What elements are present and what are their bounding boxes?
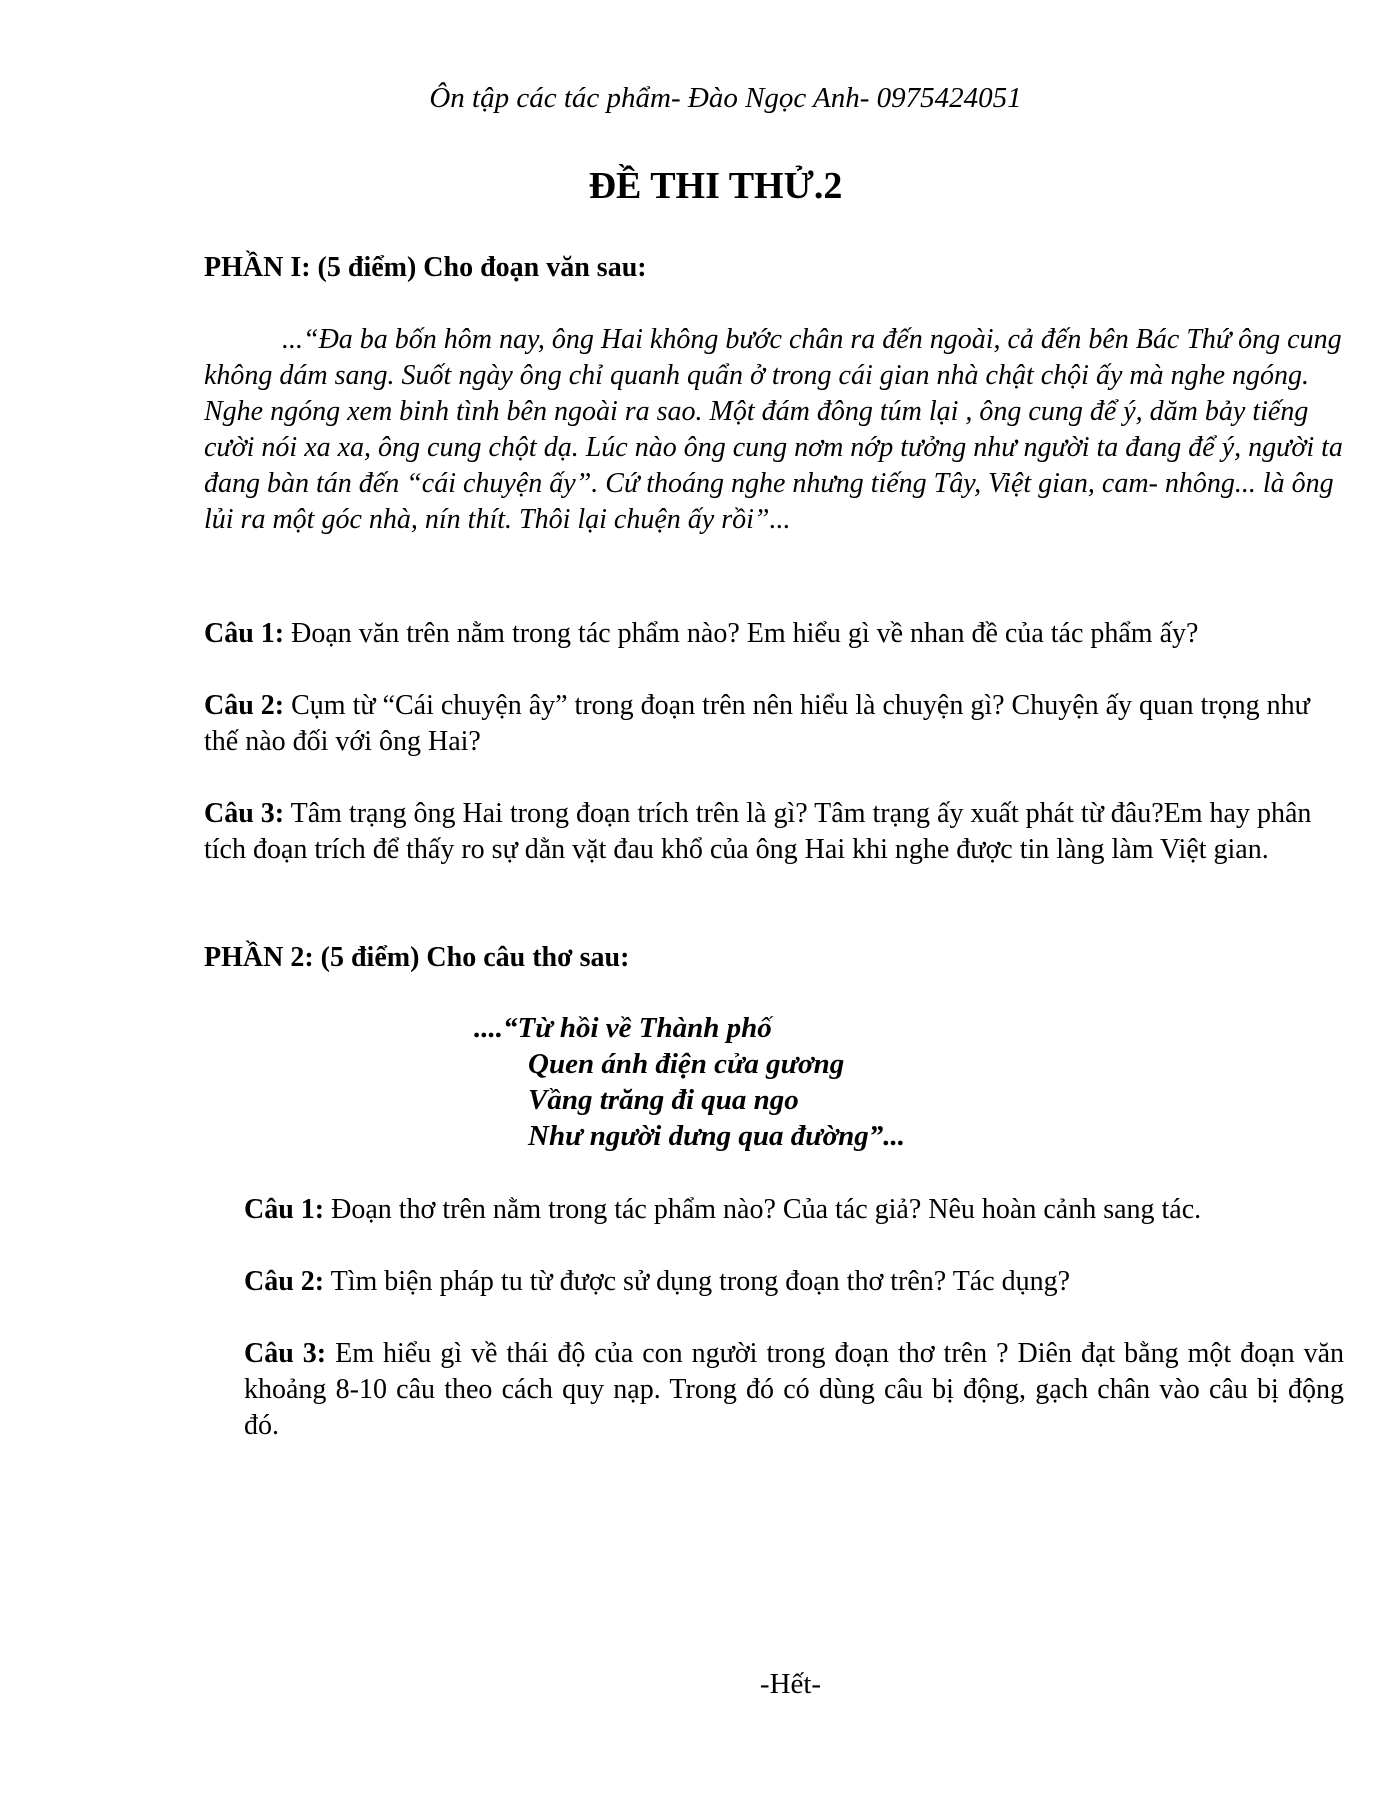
part1-question-2 <box>204 688 1344 760</box>
poem-line: Như người dưng qua đường”... <box>528 1120 906 1152</box>
question-text: Em hiểu gì về thái độ của con người trong đoạn thơ trên ? Diên đạt bằng một đoạn văn khoảng 8-10 câu theo cách quy nạp. Trong đó có dùng câu bị động, gạch chân vào câu bị động đó. <box>244 1338 1344 1441</box>
end-marker: -Hết- <box>759 1668 822 1700</box>
part1-question-3 <box>204 796 1344 868</box>
exam-title: ĐỀ THI THỬ.2 <box>588 165 843 207</box>
part2-question-3 <box>244 1336 1344 1444</box>
poem-line: Quen ánh điện cửa gương <box>528 1048 845 1080</box>
question-text: Đoạn thơ trên nằm trong tác phẩm nào? Của tác giả? Nêu hoàn cảnh sang tác. <box>324 1194 1202 1225</box>
question-label: Câu 2: <box>204 690 285 721</box>
question-text: Cụm từ “Cái chuyện ây” trong đoạn trên nên hiểu là chuyện gì? Chuyện ấy quan trọng như thế nào đối với ông Hai? <box>204 690 1310 757</box>
part1-question-1 <box>204 616 1344 652</box>
page-header: Ôn tập các tác phẩm- Đào Ngọc Anh- 0975424051 <box>429 82 1022 114</box>
question-label: Câu 2: <box>244 1266 325 1297</box>
question-label: Câu 3: <box>244 1338 327 1369</box>
poem-excerpt <box>474 1010 905 1154</box>
poem-line: Vầng trăng đi qua ngo <box>528 1084 799 1116</box>
question-label: Câu 1: <box>204 618 285 649</box>
question-text: Tìm biện pháp tu từ được sử dụng trong đoạn thơ trên? Tác dụng? <box>324 1266 1071 1297</box>
part2-question-2 <box>244 1264 1344 1300</box>
part1-passage: ...“Đa ba bốn hôm nay, ông Hai không bước chân ra đến ngoài, cả đến bên Bác Thứ ông cung không dám sang. Suốt ngày ông chỉ quanh quẩn ở trong cái gian nhà chật chội ấy mà nghe ngóng. Nghe ngóng xem binh tình bên ngoài ra sao. Một đám đông túm lại , ông cung để ý, dăm bảy tiếng cười nói xa xa, ông cung chột dạ. Lúc nào ông cung nơm nớp tưởng như người ta đang để ý, người ta đang bàn tán đến “cái chuyện ấy”. Cứ thoáng nghe nhưng tiếng Tây, Việt gian, cam- nhông... là ông lủi ra một góc nhà, nín thít. Thôi lại chuện ấy rồi”... <box>204 324 1343 535</box>
part1-heading: PHẦN I: (5 điểm) Cho đoạn văn sau: <box>204 252 647 283</box>
question-label: Câu 1: <box>244 1194 325 1225</box>
question-label: Câu 3: <box>204 798 285 829</box>
part2-heading: PHẦN 2: (5 điểm) Cho câu thơ sau: <box>204 942 630 973</box>
question-text: Tâm trạng ông Hai trong đoạn trích trên là gì? Tâm trạng ấy xuất phát từ đâu?Em hay phân tích đoạn trích để thấy ro sự dằn vặt đau khổ của ông Hai khi nghe được tin làng làm Việt gian. <box>204 798 1312 865</box>
part2-question-1 <box>244 1192 1344 1228</box>
poem-line: ....“Từ hồi về Thành phố <box>474 1012 772 1044</box>
question-text: Đoạn văn trên nằm trong tác phẩm nào? Em hiểu gì về nhan đề của tác phẩm ấy? <box>284 618 1199 649</box>
